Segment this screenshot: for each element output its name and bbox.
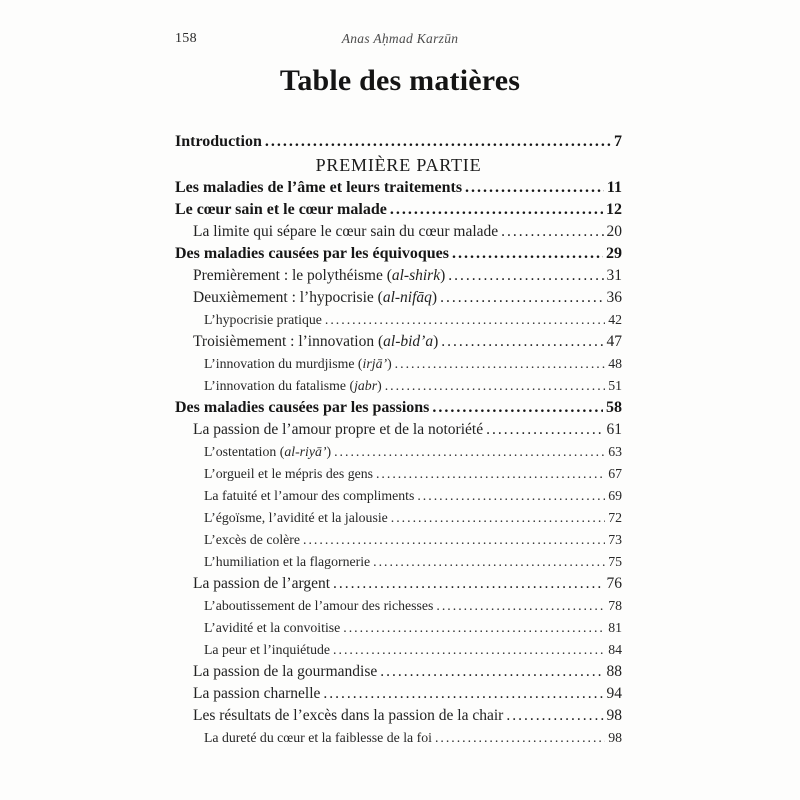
toc-entry-label: La passion de l’amour propre et de la notoriété [193, 421, 484, 438]
toc-leader-dots [486, 419, 603, 441]
toc-leader-dots [385, 375, 606, 397]
toc-entry [175, 617, 622, 639]
toc-leader-dots [334, 441, 605, 463]
toc-entry-label: L’égoïsme, l’avidité et la jalousie [204, 510, 388, 525]
toc-entry [175, 375, 622, 397]
toc-entry [175, 131, 622, 153]
toc-page-number: 88 [606, 663, 622, 680]
toc-entry [175, 485, 622, 507]
toc-entry-label: L’ostentation (al-riyā’) [204, 444, 332, 459]
toc-page-number: 31 [606, 267, 622, 284]
toc-entry [175, 705, 622, 727]
toc-entry [175, 353, 622, 375]
toc-entry [175, 595, 622, 617]
toc-page-number: 51 [608, 378, 622, 393]
toc-page-number: 47 [606, 333, 622, 350]
toc-entry [175, 507, 622, 529]
toc-leader-dots [417, 485, 605, 507]
toc-leader-dots [333, 639, 605, 661]
toc-leader-dots [380, 661, 603, 683]
toc-leader-dots [441, 331, 603, 353]
toc-page-number: 94 [606, 685, 622, 702]
toc-entry-label: Les résultats de l’excès dans la passion de la chair [193, 707, 504, 724]
toc-entry [175, 221, 622, 243]
toc-entry-label: L’aboutissement de l’amour des richesses [204, 598, 434, 613]
toc-leader-dots [452, 243, 603, 265]
toc-entry [175, 551, 622, 573]
toc-page-number: 58 [606, 399, 622, 416]
running-head: Anas Aḥmad Karzūn [341, 31, 459, 46]
toc-entry-label: Le cœur sain et le cœur malade [175, 201, 387, 218]
toc-leader-dots [391, 507, 605, 529]
toc-page-number: 84 [608, 642, 622, 657]
toc-leader-dots [373, 551, 605, 573]
toc-page-number: 63 [608, 444, 622, 459]
toc-page-number: 20 [606, 223, 622, 240]
toc-entry-label: Des maladies causées par les passions [175, 399, 430, 416]
part-heading: PREMIÈRE PARTIE [315, 155, 482, 175]
toc-entry [175, 397, 622, 419]
toc-page-number: 29 [606, 245, 622, 262]
toc-entry-label: La passion de l’argent [193, 575, 331, 592]
toc-entry-label: L’innovation du murdjisme (irjā’) [204, 356, 392, 371]
toc-page-number: 67 [608, 466, 622, 481]
toc-page-number: 12 [606, 201, 622, 218]
toc-entry-label: L’orgueil et le mépris des gens [204, 466, 373, 481]
toc-leader-dots [501, 221, 603, 243]
toc-entry [175, 331, 622, 353]
toc-entry-label: Les maladies de l’âme et leurs traitements [175, 179, 463, 196]
toc-page-number: 98 [606, 707, 622, 724]
folio-page-number: 158 [175, 31, 197, 46]
toc-leader-dots [325, 309, 605, 331]
toc-entry [175, 683, 622, 705]
toc-leader-dots [343, 617, 605, 639]
toc-entry-label: L’humiliation et la flagornerie [204, 554, 371, 569]
toc-entry [175, 639, 622, 661]
toc-entry [175, 463, 622, 485]
toc-entry-label: La peur et l’inquiétude [204, 642, 331, 657]
toc-entry-label: L’hypocrisie pratique [204, 312, 322, 327]
toc-entry-label: La passion charnelle [193, 685, 321, 702]
toc-entry [175, 243, 622, 265]
toc-page-number: 69 [608, 488, 622, 503]
toc-entry-label: L’excès de colère [204, 532, 301, 547]
toc-leader-dots [390, 199, 603, 221]
toc-page-number: 72 [608, 510, 622, 525]
toc-entry [175, 441, 622, 463]
toc-page-number: 78 [608, 598, 622, 613]
toc-list [175, 131, 622, 749]
toc-leader-dots [448, 265, 603, 287]
toc-page-number: 73 [608, 532, 622, 547]
toc-leader-dots [376, 463, 605, 485]
toc-page-number: 61 [606, 421, 622, 438]
toc-page-number: 75 [608, 554, 622, 569]
toc-entry [175, 265, 622, 287]
toc-entry-label: L’avidité et la convoitise [204, 620, 341, 635]
toc-leader-dots [440, 287, 603, 309]
toc-entry-label: La passion de la gourmandise [193, 663, 378, 680]
toc-page-number: 7 [614, 133, 622, 150]
page-title: Table des matières [279, 64, 521, 97]
toc-entry-label: Deuxièmement : l’hypocrisie (al-nifāq) [193, 289, 438, 306]
toc-entry-label: La limite qui sépare le cœur sain du cœur malade [193, 223, 499, 240]
toc-entry-label: Introduction [175, 133, 262, 150]
toc-leader-dots [303, 529, 605, 551]
toc-page-number: 42 [608, 312, 622, 327]
toc-leader-dots [395, 353, 606, 375]
toc-page-number: 81 [608, 620, 622, 635]
toc-leader-dots [432, 397, 603, 419]
toc-entry-label: La fatuité et l’amour des compliments [204, 488, 415, 503]
toc-entry [175, 309, 622, 331]
toc-entry [175, 529, 622, 551]
toc-entry-label: Des maladies causées par les équivoques [175, 245, 449, 262]
toc-page-number: 48 [608, 356, 622, 371]
toc-leader-dots [506, 705, 603, 727]
toc-leader-dots [436, 595, 605, 617]
toc-entry-label: Troisièmement : l’innovation (al-bid’a) [193, 333, 439, 350]
toc-entry [175, 199, 622, 221]
toc-page-number: 36 [606, 289, 622, 306]
toc-leader-dots [465, 177, 604, 199]
toc-entry [175, 419, 622, 441]
toc-leader-dots [435, 727, 605, 749]
toc-leader-dots [265, 131, 611, 153]
toc-page-number: 98 [608, 730, 622, 745]
toc-entry [175, 177, 622, 199]
toc-leader-dots [323, 683, 603, 705]
toc-leader-dots [333, 573, 603, 595]
toc-entry-label: Premièrement : le polythéisme (al-shirk) [193, 267, 446, 284]
toc-page-number: 11 [606, 179, 622, 196]
toc-entry [175, 287, 622, 309]
toc-page-number: 76 [606, 575, 622, 592]
toc-entry-label: La dureté du cœur et la faiblesse de la foi [204, 730, 432, 745]
toc-entry [175, 661, 622, 683]
toc-entry [175, 727, 622, 749]
toc-entry-label: L’innovation du fatalisme (jabr) [204, 378, 382, 393]
toc-entry [175, 573, 622, 595]
